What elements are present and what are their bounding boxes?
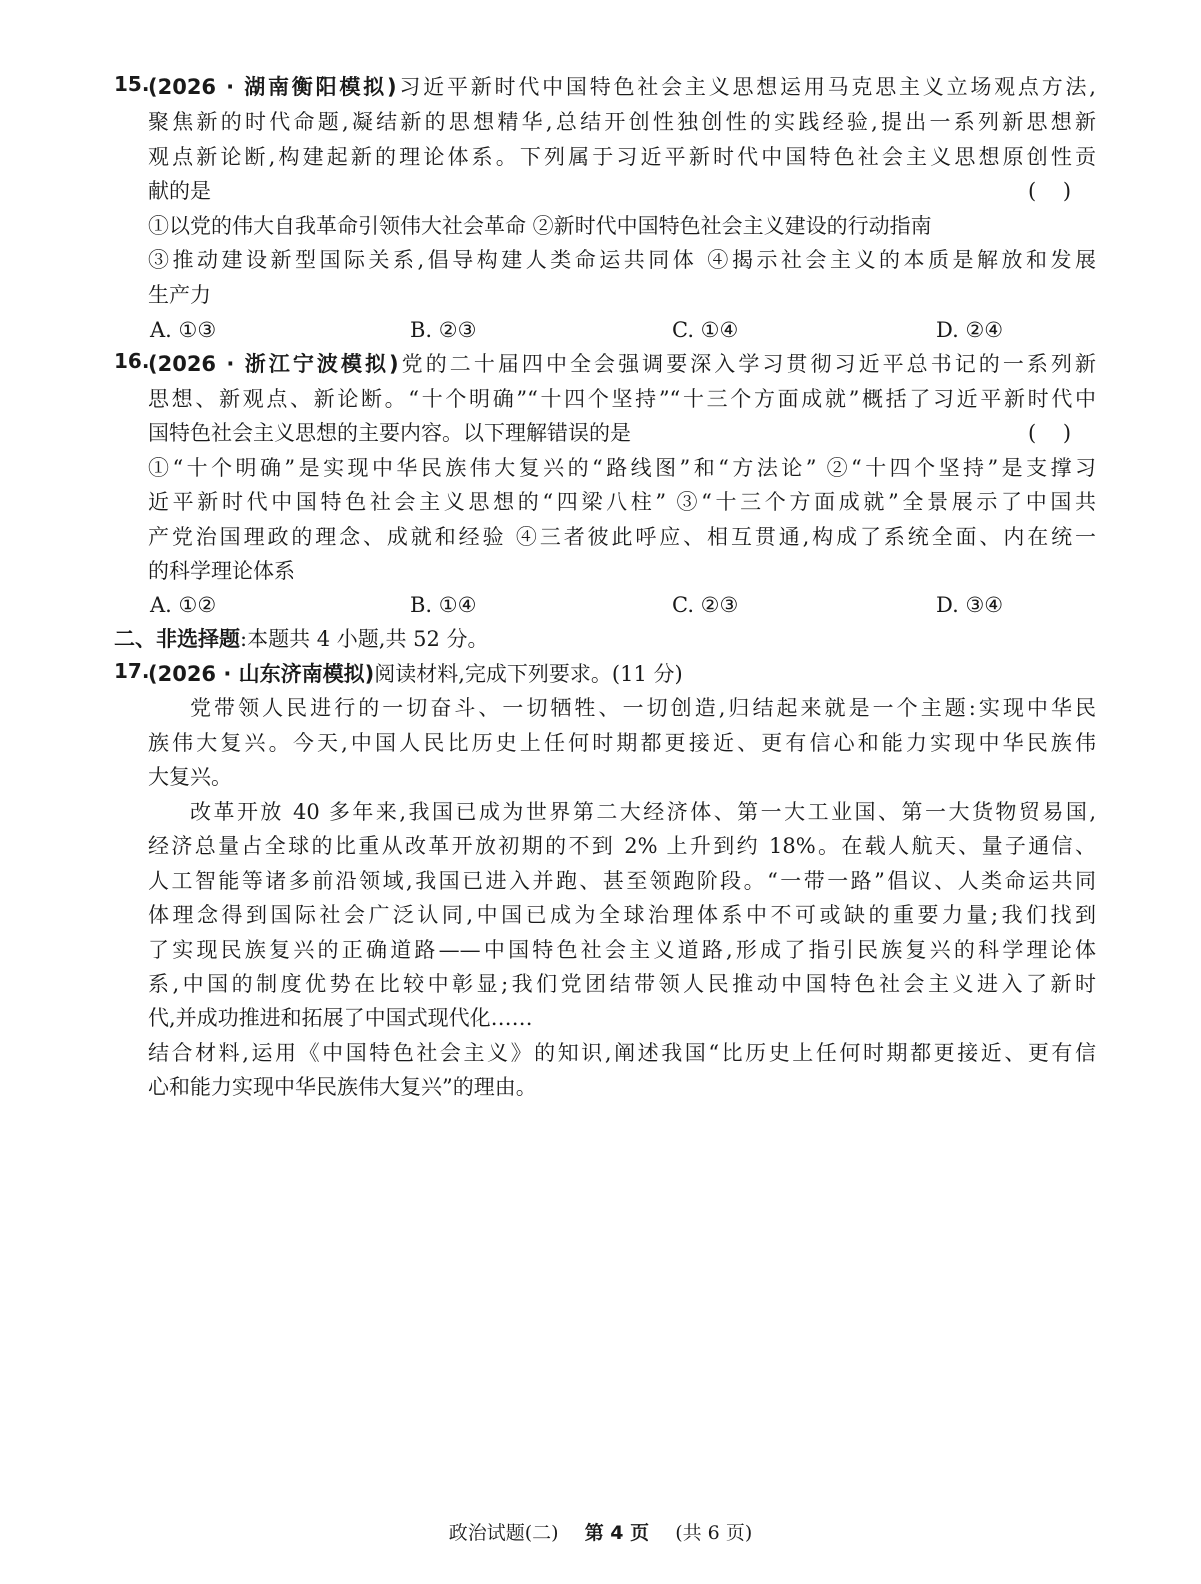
option-c[interactable]: C. ①④ bbox=[672, 318, 739, 342]
option-b[interactable]: B. ①④ bbox=[410, 593, 477, 617]
statement-line: 近平新时代中国特色社会主义思想的“四梁八柱” ③“十三个方面成就”全景展示了中国共 bbox=[148, 490, 1096, 514]
section-description: :本题共 4 小题,共 52 分。 bbox=[240, 627, 489, 651]
question-source: (2026 · 浙江宁波模拟) bbox=[148, 352, 399, 376]
question-stem-line: 观点新论断,构建起新的理论体系。下列属于习近平新时代中国特色社会主义思想原创性贡 bbox=[148, 145, 1096, 169]
material-line: 人工智能等诸多前沿领域,我国已进入并跑、甚至领跑阶段。“一带一路”倡议、人类命运共同 bbox=[148, 869, 1096, 893]
answer-blank[interactable]: ( ) bbox=[1028, 179, 1072, 203]
option-b[interactable]: B. ②③ bbox=[410, 318, 477, 342]
material-line: 代,并成功推进和拓展了中国式现代化…… bbox=[148, 1006, 533, 1030]
option-c[interactable]: C. ②③ bbox=[672, 593, 739, 617]
option-a[interactable]: A. ①② bbox=[150, 593, 217, 617]
section-title: 二、非选择题 bbox=[114, 627, 240, 651]
question-stem-line: (2026 · 湖南衡阳模拟)习近平新时代中国特色社会主义思想运用马克思主义立场观点方法, bbox=[148, 75, 1096, 99]
footer-subject: 政治试题(二) bbox=[448, 1522, 559, 1544]
question-stem-line: 献的是 bbox=[148, 179, 211, 203]
question-stem-line: (2026 · 浙江宁波模拟)党的二十届四中全会强调要深入学习贯彻习近平总书记的一系列新 bbox=[148, 352, 1096, 376]
question-stem-line: 国特色社会主义思想的主要内容。以下理解错误的是 bbox=[148, 421, 631, 445]
question-prompt-line: 结合材料,运用《中国特色社会主义》的知识,阐述我国“比历史上任何时期都更接近、更有信 bbox=[148, 1041, 1096, 1065]
footer-total-pages: (共 6 页) bbox=[675, 1522, 753, 1544]
statement-line: ①“十个明确”是实现中华民族伟大复兴的“路线图”和“方法论” ②“十四个坚持”是支撑习 bbox=[148, 456, 1096, 480]
question-number: 16. bbox=[114, 349, 150, 373]
section-heading bbox=[114, 624, 489, 654]
statement-line: 生产力 bbox=[148, 283, 211, 307]
question-source: (2026 · 山东济南模拟) bbox=[148, 662, 375, 686]
statement-line: 的科学理论体系 bbox=[148, 559, 295, 583]
material-line: 经济总量占全球的比重从改革开放初期的不到 2% 上升到约 18%。在载人航天、量子通信、 bbox=[148, 834, 1096, 858]
material-line: 党带领人民进行的一切奋斗、一切牺牲、一切创造,归结起来就是一个主题:实现中华民 bbox=[190, 696, 1096, 720]
footer-page-number: 第 4 页 bbox=[584, 1522, 650, 1544]
material-line: 体理念得到国际社会广泛认同,中国已成为全球治理体系中不可或缺的重要力量;我们找到 bbox=[148, 903, 1096, 927]
question-stem-line: 聚焦新的时代命题,凝结新的思想精华,总结开创性独创性的实践经验,提出一系列新思想新 bbox=[148, 110, 1096, 134]
option-d[interactable]: D. ③④ bbox=[936, 593, 1004, 617]
option-a[interactable]: A. ①③ bbox=[150, 318, 217, 342]
option-d[interactable]: D. ②④ bbox=[936, 318, 1004, 342]
material-line: 了实现民族复兴的正确道路——中国特色社会主义道路,形成了指引民族复兴的科学理论体 bbox=[148, 938, 1096, 962]
question-prompt-line: 心和能力实现中华民族伟大复兴”的理由。 bbox=[148, 1075, 537, 1099]
question-stem-line: (2026 · 山东济南模拟)阅读材料,完成下列要求。(11 分) bbox=[148, 662, 683, 686]
question-number: 15. bbox=[114, 72, 150, 96]
material-line: 改革开放 40 多年来,我国已成为世界第二大经济体、第一大工业国、第一大货物贸易国, bbox=[190, 800, 1096, 824]
answer-blank[interactable]: ( ) bbox=[1028, 421, 1072, 445]
statement-line: ③推动建设新型国际关系,倡导构建人类命运共同体 ④揭示社会主义的本质是解放和发展 bbox=[148, 248, 1096, 272]
question-number: 17. bbox=[114, 659, 150, 683]
material-line: 系,中国的制度优势在比较中彰显;我们党团结带领人民推动中国特色社会主义进入了新时 bbox=[148, 972, 1096, 996]
statement-line: 产党治国理政的理念、成就和经验 ④三者彼此呼应、相互贯通,构成了系统全面、内在统一 bbox=[148, 525, 1096, 549]
question-source: (2026 · 湖南衡阳模拟) bbox=[148, 75, 397, 99]
material-line: 族伟大复兴。今天,中国人民比历史上任何时期都更接近、更有信心和能力实现中华民族伟 bbox=[148, 731, 1096, 755]
question-stem-line: 思想、新观点、新论断。“十个明确”“十四个坚持”“十三个方面成就”概括了习近平新时代中 bbox=[148, 387, 1096, 411]
material-line: 大复兴。 bbox=[148, 765, 232, 789]
page-footer bbox=[0, 1520, 1201, 1546]
statement-line: ①以党的伟大自我革命引领伟大社会革命 ②新时代中国特色社会主义建设的行动指南 bbox=[148, 214, 932, 238]
